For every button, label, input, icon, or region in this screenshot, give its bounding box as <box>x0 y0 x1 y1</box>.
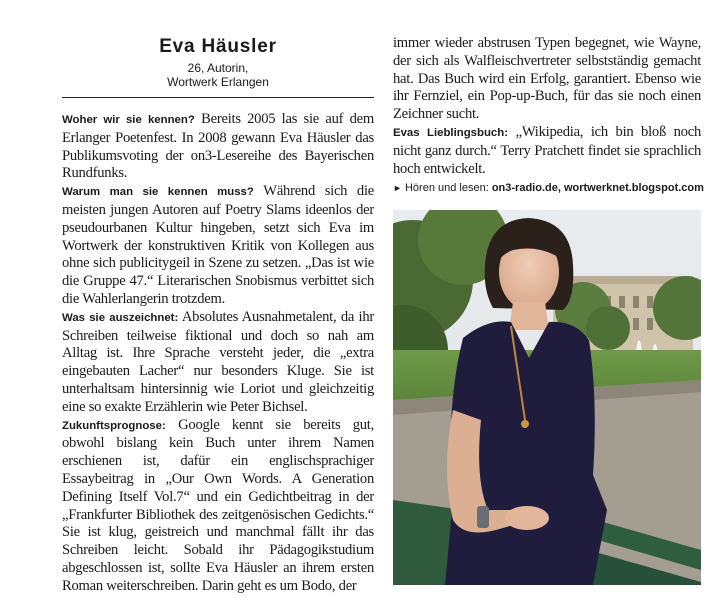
section-known-heading: Woher wir sie kennen? <box>62 114 195 126</box>
arrow-right-icon: ► <box>393 183 402 194</box>
section-forecast-heading: Zukunftsprognose: <box>62 419 166 432</box>
profile-age-role: 26, Autorin, <box>187 61 249 75</box>
header-divider <box>62 97 374 98</box>
section-favorite-book-text: „Wikipedia, ich bin bloß noch nicht ganz durch.“ Terry Pratchett findet sie sprachlich hoch entwickelt. <box>393 123 701 177</box>
listen-line <box>393 180 704 196</box>
section-distinguishes-text: Absolutes Ausnahmetalent, da ihr Schreiben teilweise fiktional und doch so nah am Alltag ist. Ihre Sprache versteht jeder, die „extra eingebauten Lacher“ nur besonders Kluge. Sie ist unterhaltsam hintersinnig wie Loriot und gleichzeitig eine so exakte Erzählerin wie Peter Bichsel. <box>62 308 374 415</box>
section-favorite-book-heading: Evas Lieblingsbuch: <box>393 126 508 139</box>
profile-name: Eva Häusler <box>159 36 277 57</box>
left-column <box>62 0 374 596</box>
section-known <box>62 111 374 183</box>
profile-affiliation: Wortwerk Erlangen <box>167 75 269 89</box>
section-favorite-book <box>393 124 701 178</box>
section-forecast <box>62 417 374 596</box>
section-why <box>62 183 374 309</box>
listen-links[interactable]: on3-radio.de, wortwerknet.blogspot.com <box>491 182 704 195</box>
section-forecast-continuation: immer wieder abstrusen Typen begegnet, wie Wayne, der sich als Walfleischvertreter selbstständig gemacht hat. Das Buch wird ein Erfolg, garantiert. Ebenso wie ihr Fernziel, ein Pop-up-Buch, für das sie noch einen Zeichner sucht. <box>393 35 701 123</box>
section-forecast-text: Google kennt sie bereits gut, obwohl bislang kein Buch unter ihrem Namen erschienen ist, dafür ein englischsprachiger Essaybeitrag in „Our Own Words. A Generation Defining Itself Vol.7“ und ein Gedichtbeitrag in der „Frankfurter Bibliothek des zeitgenösischen Gedichts.“ Sie ist klug, geistreich und manchmal fällt ihr das Schreiben leicht. Sobald ihr Pädagogikstudium abgeschlossen ist, sollte Eva Häusler an ihrem ersten Roman weiterschreiben. Darin geht es um Bodo, der <box>62 416 374 594</box>
section-why-text: Während sich die meisten jungen Autoren auf Poetry Slams ideenlos der pseudourbanen Kultur hingeben, setzt sich Eva im Wortwerk der konstruktiven Kritik von Kollegen aus ohne sich publicitygeil in Szene zu setzen. „Das ist wie die Gruppe 47.“ Literarischen Snobismus verbittet sich die Wahlerlangerin trotzdem. <box>62 183 374 307</box>
section-why-heading: Warum man sie kennen muss? <box>62 186 254 199</box>
listen-label: Hören und lesen: <box>404 182 489 195</box>
section-known-text: Bereits 2005 las sie auf dem Erlanger Poetenfest. In 2008 gewann Eva Häusler das Publikumsvoting der on3-Lesereihe des Bayerischen Rundfunks. <box>62 111 374 182</box>
section-distinguishes-heading: Was sie auszeichnet: <box>62 311 179 324</box>
portrait-photo <box>393 210 701 585</box>
right-column <box>393 0 704 196</box>
section-distinguishes <box>62 309 374 417</box>
